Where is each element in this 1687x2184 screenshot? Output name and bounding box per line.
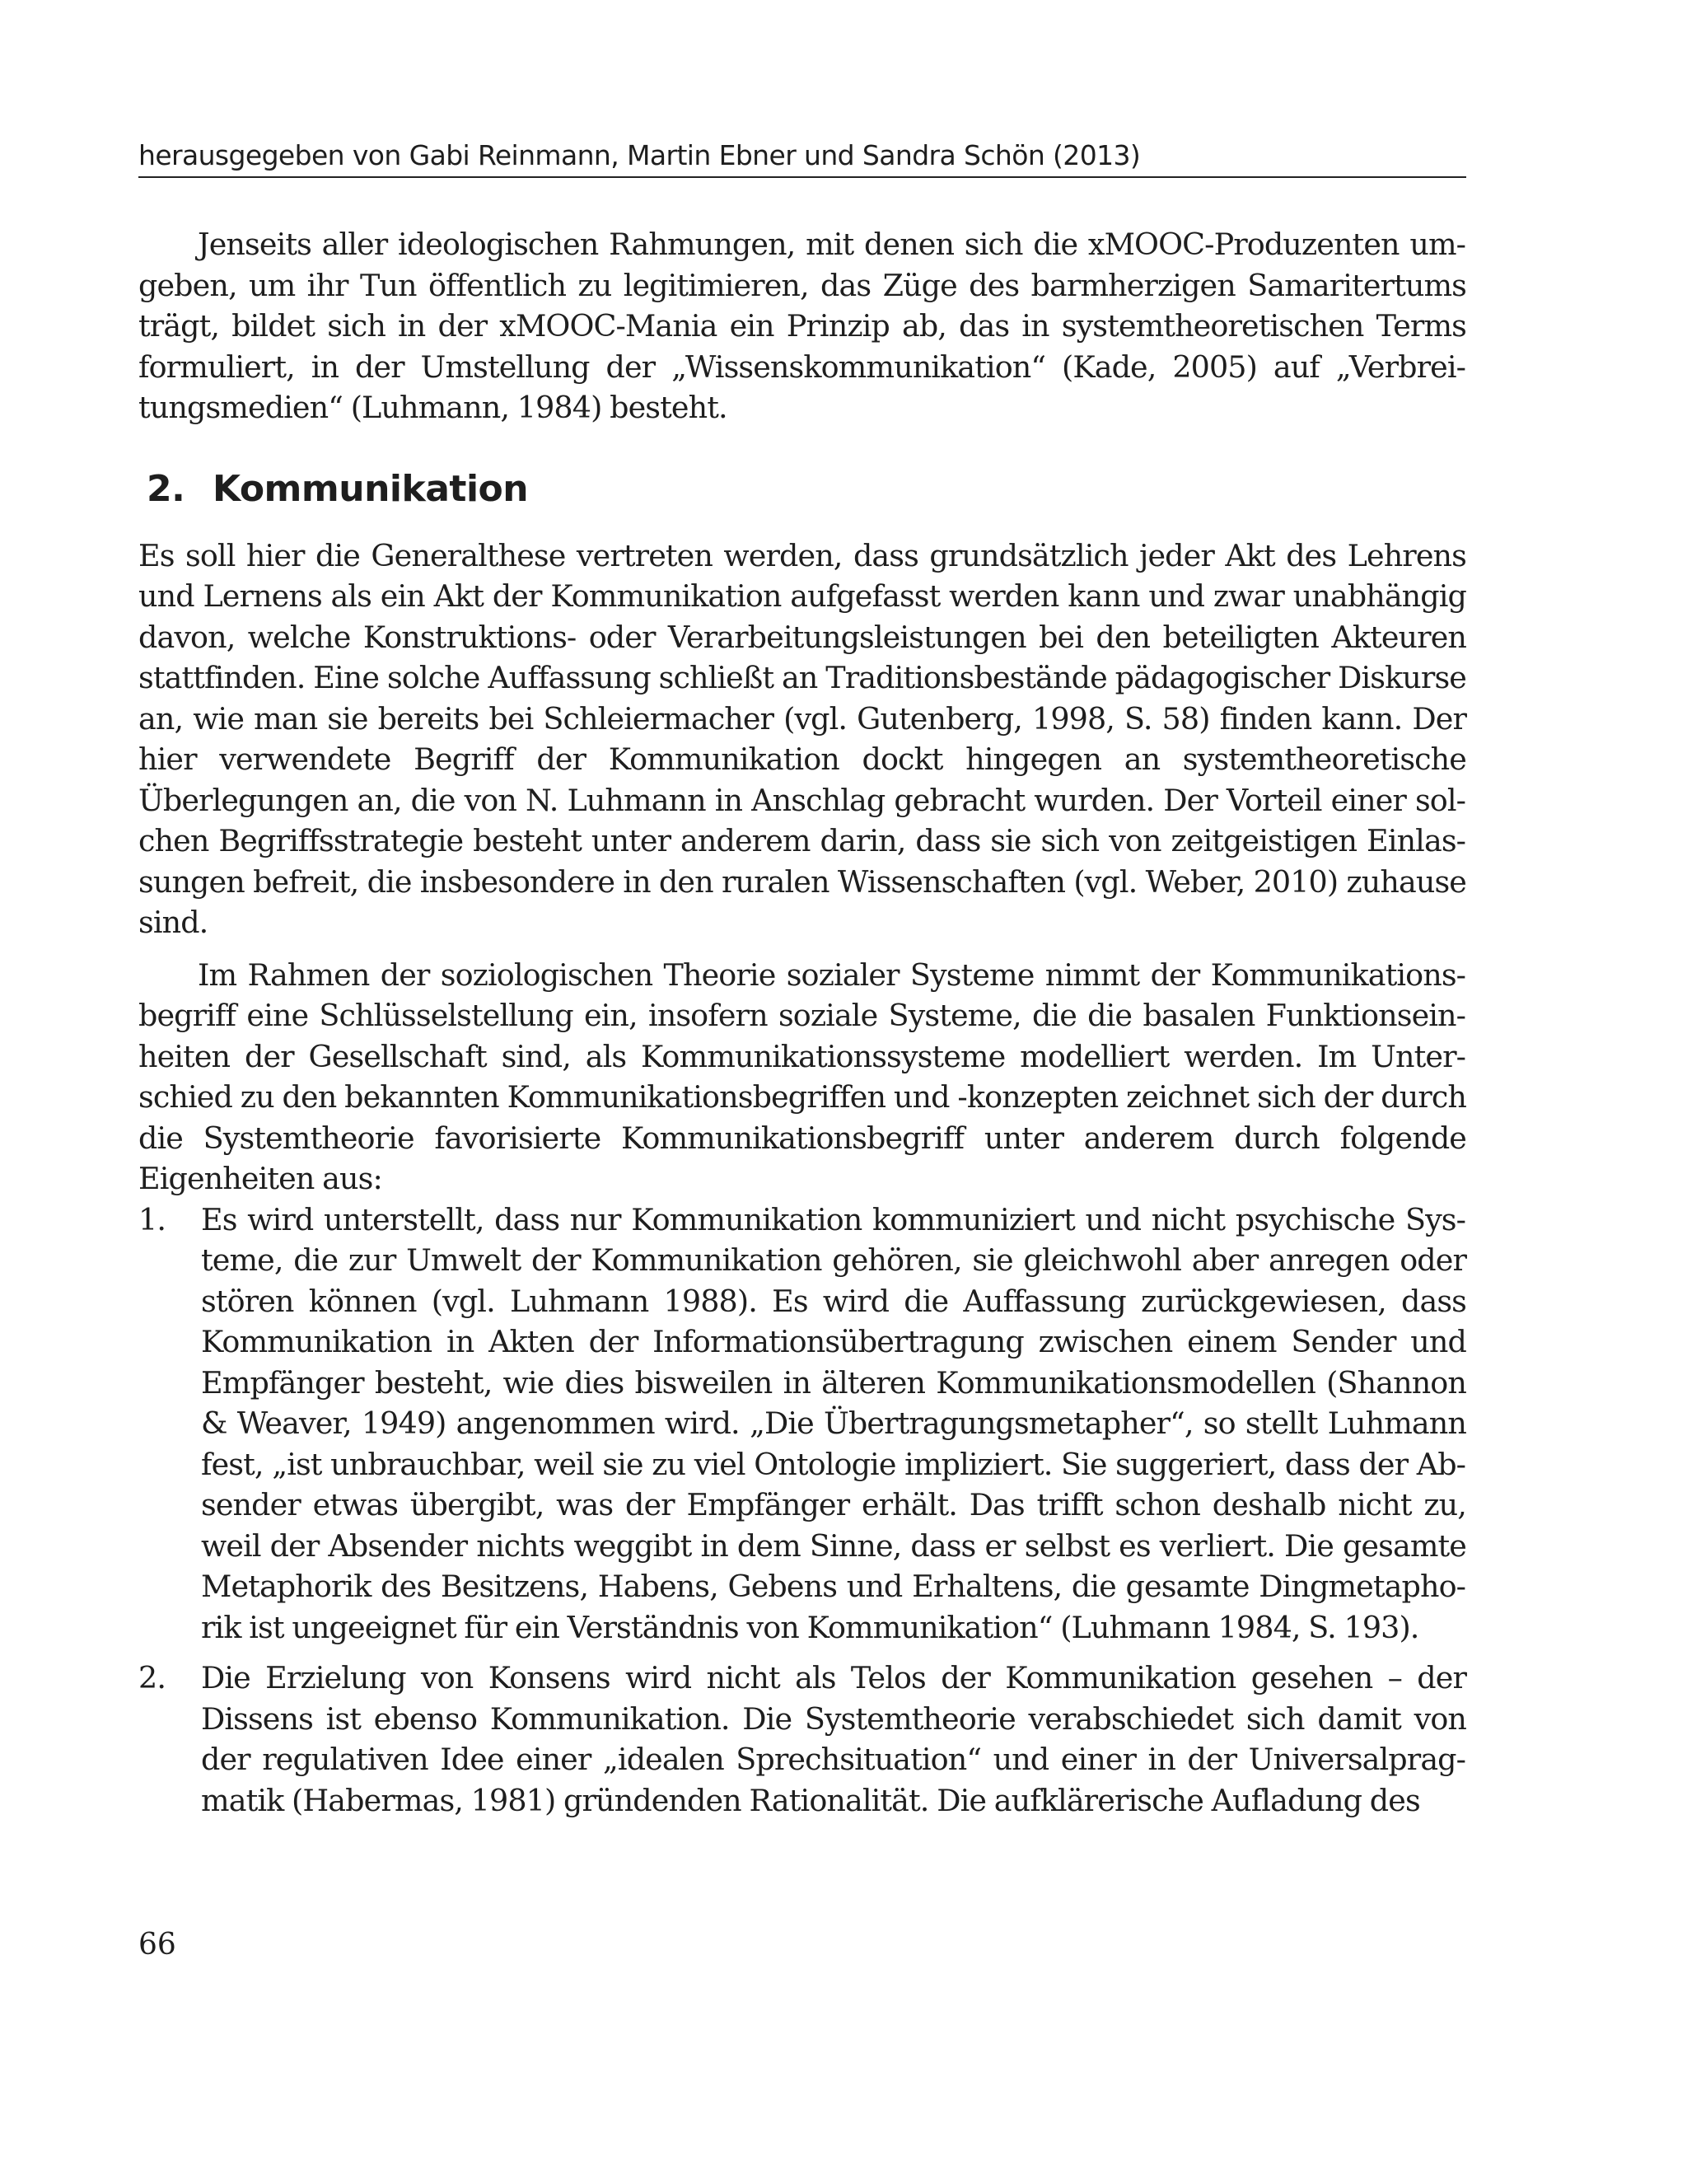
page-content: [138, 224, 1466, 1821]
intro-paragraph: Jenseits aller ideologischen Rahmungen, mit denen sich die xMOOC-Produzenten umgeben, um ihr Tun öffentlich zu legitimieren, das Züge des barmherzigen Samaritertums trägt, bildet sich in der xMOOC-Mania ein Prinzip ab, das in systemtheoretischen Terms formuliert, in der Umstellung der „Wissenskommunikation“ (Kade, 2005) auf „Verbreitungsmedien“ (Luhmann, 1984) besteht.: [138, 227, 1466, 425]
list-item: [138, 1200, 1466, 1649]
list-marker: 1.: [138, 1201, 166, 1237]
body-paragraph: Im Rahmen der soziologischen Theorie sozialer Systeme nimmt der Kommunikationsbegriff eine Schlüsselstellung ein, insofern soziale Systeme, die die basalen Funktionseinheiten der Gesellschaft sind, als Kommunikationssysteme modelliert werden. Im Unterschied zu den bekannten Kommunikationsbegriffen und -konzepten zeichnet sich der durch die Systemtheorie favorisierte Kommunikationsbegriff unter anderem durch folgende Eigenheiten aus:: [138, 956, 1466, 1196]
document-page: [138, 0, 1466, 2184]
section-heading: [147, 465, 1466, 514]
numbered-list: [138, 1200, 1466, 1822]
section-number: 2.: [147, 467, 185, 510]
page-number: 66: [138, 1928, 176, 1962]
list-item-text: Es wird unterstellt, dass nur Kommunikation kommuniziert und nicht psychische Systeme, die zur Umwelt der Kommunikation gehören, sie gleichwohl aber anregen oder stören können (vgl. Luhmann 1988). Es wird die Auffassung zurückgewiesen, dass Kommunikation in Akten der Informationsübertragung zwischen einem Sender und Empfänger besteht, wie dies bisweilen in älteren Kommunikationsmodellen (Shannon & Weaver, 1949) angenommen wird. „Die Übertragungsmetapher“, so stellt Luhmann fest, „ist unbrauchbar, weil sie zu viel Ontologie impliziert. Sie suggeriert, dass der Absender etwas übergibt, was der Empfänger erhält. Das trifft schon deshalb nicht zu, weil der Absender nichts weggibt in dem Sinne, dass er selbst es verliert. Die gesamte Metaphorik des Besitzens, Habens, Gebens und Erhaltens, die gesamte Dingmetaphorik ist ungeeignet für ein Verständnis von Kommunikation“ (Luhmann 1984, S. 193).: [201, 1201, 1466, 1645]
list-item-text: Die Erzielung von Konsens wird nicht als Telos der Kommunikation gesehen – der Dissens ist ebenso Kommunikation. Die Systemtheorie verabschiedet sich damit von der regulativen Idee einer „idealen Sprechsituation“ und einer in der Universalpragmatik (Habermas, 1981) gründenden Rationalität. Die aufklärerische Aufladung des: [201, 1660, 1466, 1818]
list-marker: 2.: [138, 1660, 166, 1695]
body-paragraph: Es soll hier die Generalthese vertreten werden, dass grundsätzlich jeder Akt des Lehrens und Lernens als ein Akt der Kommunikation aufgefasst werden kann und zwar unabhängig davon, welche Konstruktions- oder Verarbeitungsleistungen bei den beteiligten Akteuren stattfinden. Eine solche Auffassung schließt an Traditionsbestände pädagogischer Diskurse an, wie man sie bereits bei Schleiermacher (vgl. Gutenberg, 1998, S. 58) finden kann. Der hier verwendete Begriff der Kommunikation dockt hingegen an systemtheoretische Überlegungen an, die von N. Luhmann in Anschlag gebracht wurden. Der Vorteil einer solchen Begriffsstrategie besteht unter anderem darin, dass sie sich von zeitgeistigen Einlassungen befreit, die insbesondere in den ruralen Wissenschaften (vgl. Weber, 2010) zuhause sind.: [138, 537, 1466, 940]
running-header: herausgegeben von Gabi Reinmann, Martin Ebner und Sandra Schön (2013): [138, 137, 1466, 178]
list-item: [138, 1658, 1466, 1821]
section-title: Kommunikation: [213, 467, 529, 510]
